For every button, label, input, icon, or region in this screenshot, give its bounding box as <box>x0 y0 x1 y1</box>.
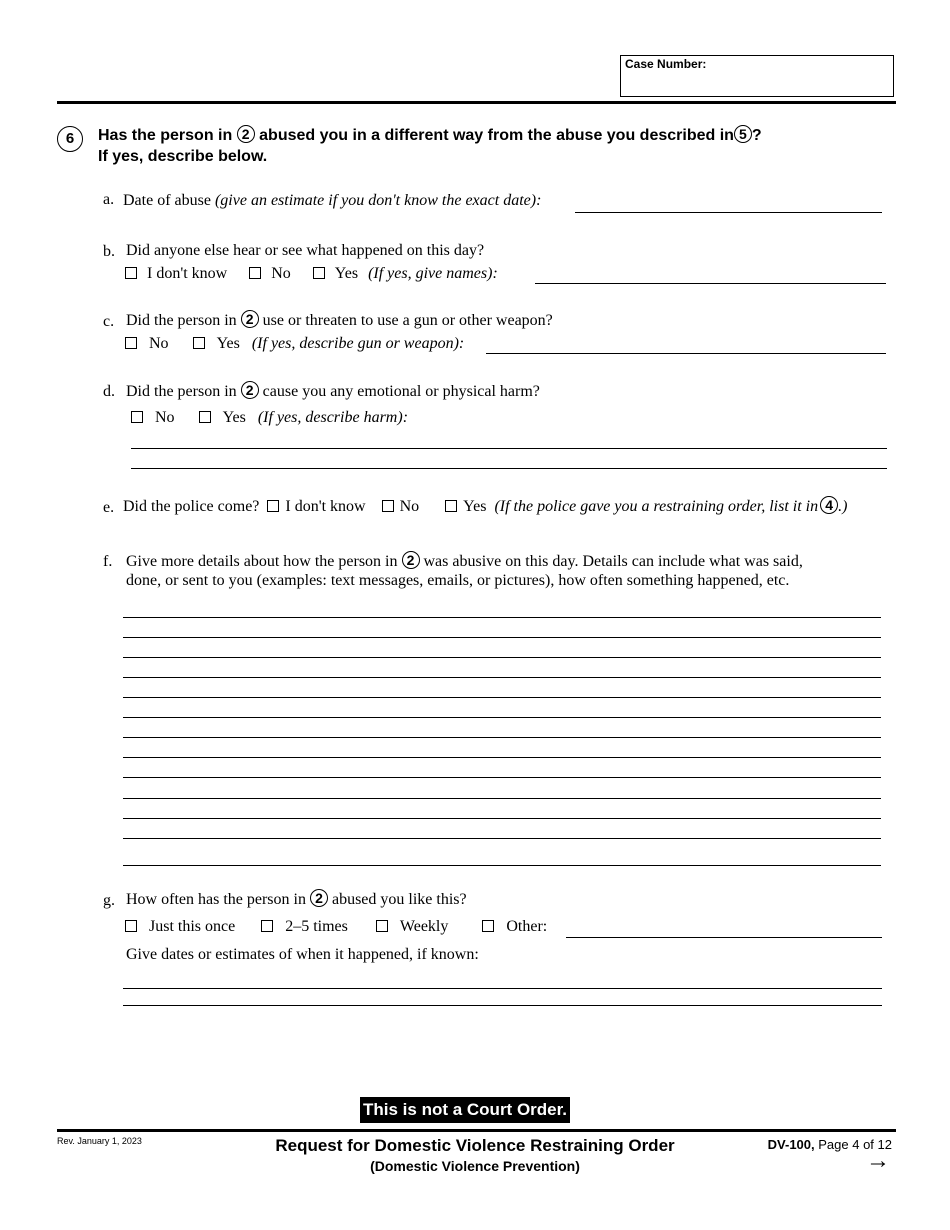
ref-item-2: 2 <box>402 551 420 569</box>
item-e-row: Did the police come? I don't know No Yes (If the police gave you a restraining order, list it in 4 .) <box>123 497 848 515</box>
item-f-details-line-7[interactable] <box>123 737 881 738</box>
section-6-question: Has the person in 2 abused you in a different way from the abuse you described in 5 ? <box>98 126 762 144</box>
item-f-details-line-3[interactable] <box>123 657 881 658</box>
item-d-question: Did the person in 2 cause you any emotional or physical harm? <box>126 382 540 400</box>
item-b-names-field[interactable] <box>535 283 886 284</box>
item-e-dont-know-checkbox[interactable] <box>267 500 279 512</box>
not-court-order-notice: This is not a Court Order. <box>360 1097 570 1123</box>
item-f-details-line-12[interactable] <box>123 838 881 839</box>
item-g-letter: g. <box>103 892 115 909</box>
item-c-options: No Yes (If yes, describe gun or weapon): <box>125 334 464 354</box>
item-f-details-line-6[interactable] <box>123 717 881 718</box>
next-page-arrow-icon[interactable]: → <box>866 1147 890 1174</box>
item-b-no-checkbox[interactable] <box>249 267 261 279</box>
item-d-letter: d. <box>103 383 115 400</box>
ref-item-4: 4 <box>820 496 838 514</box>
item-e-letter: e. <box>103 499 115 516</box>
item-f-details-line-4[interactable] <box>123 677 881 678</box>
item-d-options: No Yes (If yes, describe harm): <box>131 408 408 428</box>
item-c-no-checkbox[interactable] <box>125 337 137 349</box>
item-f-text-line-2: done, or sent to you (examples: text messages, emails, or pictures), how often something happened, etc. <box>126 572 790 589</box>
case-number-label: Case Number: <box>625 57 707 71</box>
case-number-box[interactable] <box>620 55 894 97</box>
item-b-dont-know-checkbox[interactable] <box>125 267 137 279</box>
item-d-harm-line-2[interactable] <box>131 468 887 469</box>
item-d-no-checkbox[interactable] <box>131 411 143 423</box>
item-g-options: Just this once 2–5 times Weekly Other: <box>125 917 547 937</box>
section-6-instruction: If yes, describe below. <box>98 148 268 165</box>
form-title: Request for Domestic Violence Restraining Order <box>275 1136 675 1155</box>
item-b-question: Did anyone else hear or see what happened on this day? <box>126 242 485 259</box>
item-c-question: Did the person in 2 use or threaten to use a gun or other weapon? <box>126 311 553 329</box>
header-rule <box>57 101 896 104</box>
ref-item-2: 2 <box>241 310 259 328</box>
item-e-yes-checkbox[interactable] <box>445 500 457 512</box>
item-f-details-line-9[interactable] <box>123 777 881 778</box>
item-g-other-checkbox[interactable] <box>482 920 494 932</box>
ref-item-2: 2 <box>310 889 328 907</box>
item-b-options: I don't know No Yes (If yes, give names): <box>125 264 498 284</box>
item-f-details-line-13[interactable] <box>123 865 881 866</box>
item-d-harm-line-1[interactable] <box>131 448 887 449</box>
ref-item-2: 2 <box>241 381 259 399</box>
item-f-details-line-2[interactable] <box>123 637 881 638</box>
item-e-no-checkbox[interactable] <box>382 500 394 512</box>
item-a-date-field[interactable] <box>575 212 882 213</box>
item-a-letter: a. <box>103 191 115 208</box>
form-page-info: DV-100, Page 4 of 12 <box>767 1137 892 1152</box>
footer-rule <box>57 1129 896 1132</box>
item-f-letter: f. <box>103 553 113 570</box>
item-c-letter: c. <box>103 313 115 330</box>
item-f-details-line-1[interactable] <box>123 617 881 618</box>
item-g-2-5-times-checkbox[interactable] <box>261 920 273 932</box>
ref-item-5: 5 <box>734 125 752 143</box>
item-g-dates-prompt: Give dates or estimates of when it happened, if known: <box>126 946 479 963</box>
item-b-yes-checkbox[interactable] <box>313 267 325 279</box>
section-6-number: 6 <box>57 126 83 152</box>
revision-date: Rev. January 1, 2023 <box>57 1136 142 1146</box>
form-subtitle: (Domestic Violence Prevention) <box>370 1158 580 1174</box>
item-f-details-line-11[interactable] <box>123 818 881 819</box>
item-f-details-line-10[interactable] <box>123 798 881 799</box>
item-g-weekly-checkbox[interactable] <box>376 920 388 932</box>
ref-item-2: 2 <box>237 125 255 143</box>
item-g-dates-line-2[interactable] <box>123 1005 882 1006</box>
item-g-question: How often has the person in 2 abused you like this? <box>126 890 467 908</box>
item-g-just-once-checkbox[interactable] <box>125 920 137 932</box>
item-c-weapon-field[interactable] <box>486 353 886 354</box>
item-c-yes-checkbox[interactable] <box>193 337 205 349</box>
item-a-label: Date of abuse (give an estimate if you don't know the exact date): <box>123 192 542 209</box>
item-d-yes-checkbox[interactable] <box>199 411 211 423</box>
item-g-dates-line-1[interactable] <box>123 988 882 989</box>
item-f-text-line-1: Give more details about how the person in 2 was abusive on this day. Details can include what was said, <box>126 552 803 570</box>
item-f-details-line-5[interactable] <box>123 697 881 698</box>
item-b-letter: b. <box>103 243 115 260</box>
item-f-details-line-8[interactable] <box>123 757 881 758</box>
item-g-other-field[interactable] <box>566 937 882 938</box>
